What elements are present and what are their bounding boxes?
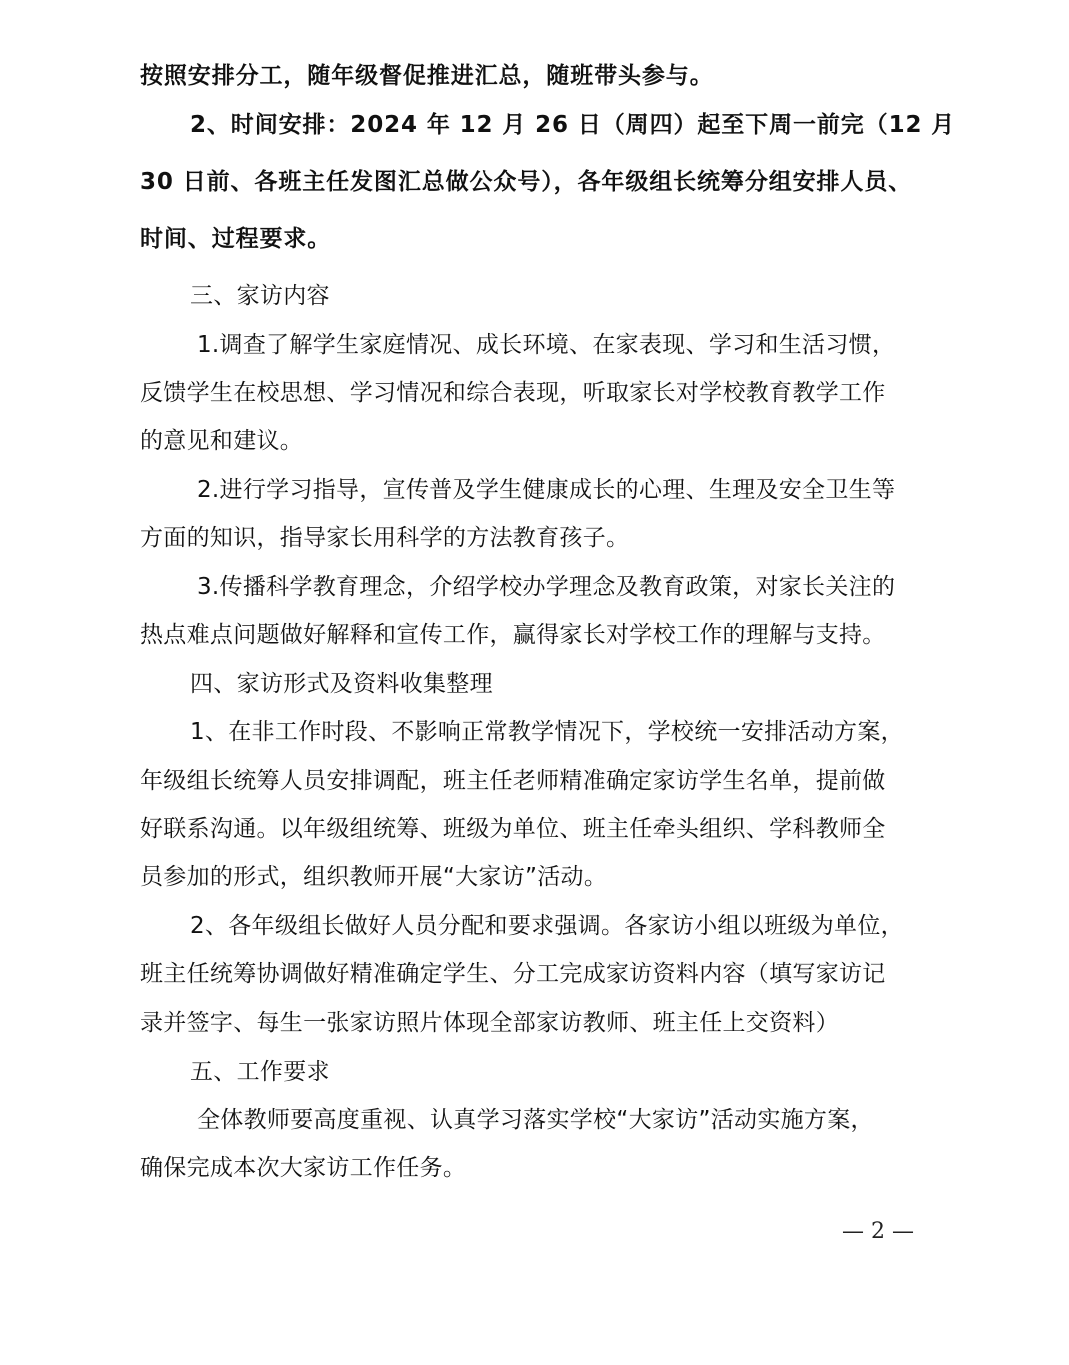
- paragraph-line: 确保完成本次大家访工作任务。: [140, 1155, 467, 1181]
- paragraph-line: 2.进行学习指导，宣传普及学生健康成长的心理、生理及安全卫生等: [197, 477, 896, 503]
- section-heading: 五、工作要求: [190, 1059, 330, 1085]
- paragraph-line: 反馈学生在校思想、学习情况和综合表现，听取家长对学校教育教学工作: [140, 380, 886, 406]
- paragraph-line: 30 日前、各班主任发图汇总做公众号），各年级组长统筹分组安排人员、: [140, 169, 913, 195]
- paragraph-line: 2、各年级组长做好人员分配和要求强调。各家访小组以班级为单位，: [190, 913, 904, 939]
- paragraph-line: 好联系沟通。以年级组统筹、班级为单位、班主任牵头组织、学科教师全: [140, 816, 886, 842]
- paragraph-line: 年级组长统筹人员安排调配，班主任老师精准确定家访学生名单，提前做: [140, 768, 886, 794]
- section-heading: 三、家访内容: [190, 283, 330, 309]
- paragraph-line: 员参加的形式，组织教师开展“大家访”活动。: [140, 864, 608, 890]
- paragraph-line: 热点难点问题做好解释和宣传工作，赢得家长对学校工作的理解与支持。: [140, 622, 886, 648]
- paragraph-line: 方面的知识，指导家长用科学的方法教育孩子。: [140, 525, 630, 551]
- page-number: — 2 —: [842, 1219, 914, 1244]
- paragraph-line: 1.调查了解学生家庭情况、成长环境、在家表现、学习和生活习惯，: [197, 332, 896, 358]
- paragraph-line: 2、时间安排：2024 年 12 月 26 日（周四）起至下周一前完（12 月: [190, 112, 956, 138]
- paragraph-line: 录并签字、每生一张家访照片体现全部家访教师、班主任上交资料）: [140, 1010, 839, 1036]
- section-heading: 四、家访形式及资料收集整理: [190, 671, 493, 697]
- paragraph-line: 全体教师要高度重视、认真学习落实学校“大家访”活动实施方案，: [197, 1107, 874, 1133]
- paragraph-line: 的意见和建议。: [140, 428, 304, 454]
- paragraph-line: 3.传播科学教育理念，介绍学校办学理念及教育政策，对家长关注的: [197, 574, 896, 600]
- paragraph-line: 时间、过程要求。: [140, 226, 332, 252]
- paragraph-line: 按照安排分工，随年级督促推进汇总，随班带头参与。: [140, 63, 714, 89]
- paragraph-line: 1、在非工作时段、不影响正常教学情况下，学校统一安排活动方案，: [190, 719, 904, 745]
- paragraph-line: 班主任统筹协调做好精准确定学生、分工完成家访资料内容（填写家访记: [140, 961, 886, 987]
